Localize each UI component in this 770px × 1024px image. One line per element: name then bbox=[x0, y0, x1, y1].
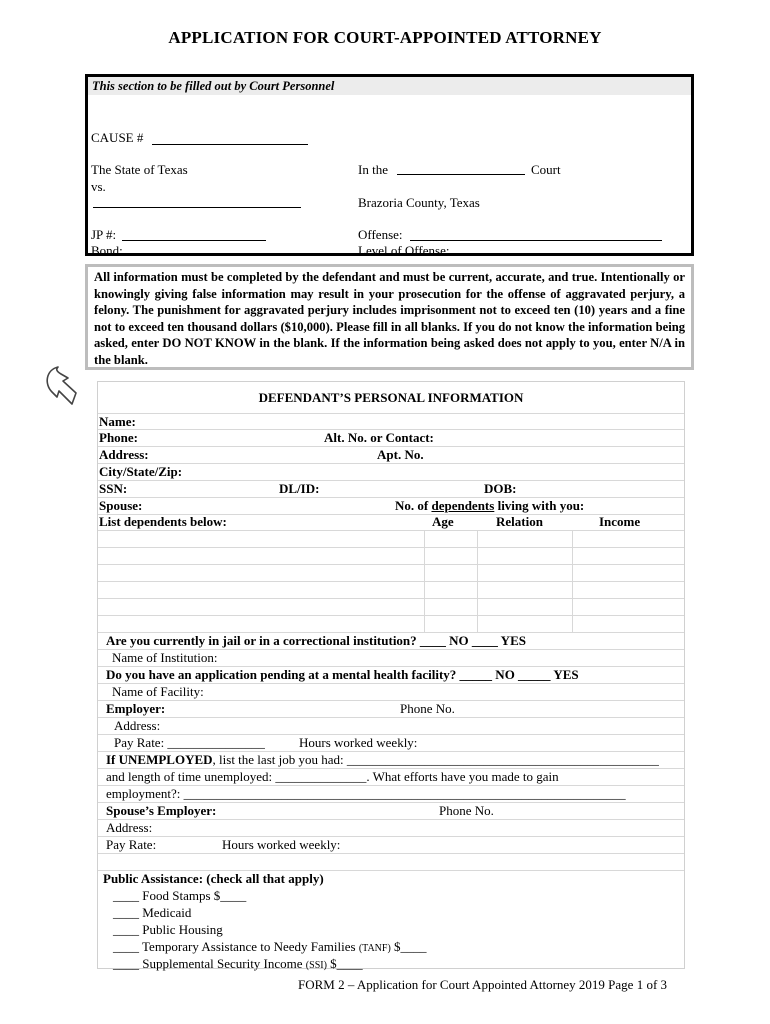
name-label: Name: bbox=[99, 414, 136, 429]
spouse-pay-rate-label: Pay Rate: bbox=[106, 837, 157, 852]
level-offense-label: Level of Offense: bbox=[358, 243, 450, 258]
relation-column-header: Relation bbox=[496, 514, 543, 529]
ssn-label: SSN: bbox=[99, 481, 128, 496]
spouse-phone-label: Phone No. bbox=[439, 803, 494, 818]
employer-phone-label: Phone No. bbox=[400, 701, 455, 716]
pay-rate-label: Pay Rate: _______________ bbox=[114, 735, 265, 750]
personal-information-form bbox=[97, 381, 685, 969]
jail-question: Are you currently in jail or in a correctional institution? ____ NO ____ YES bbox=[106, 633, 526, 648]
apt-no-label: Apt. No. bbox=[377, 447, 424, 462]
phone-label: Phone: bbox=[99, 430, 138, 445]
city-state-zip-label: City/State/Zip: bbox=[99, 464, 183, 479]
dependents-count-label: No. of dependents living with you: bbox=[395, 498, 585, 513]
court-personnel-section bbox=[85, 74, 694, 256]
bond-label: Bond: bbox=[91, 243, 123, 258]
spouse-employer-label: Spouse’s Employer: bbox=[106, 803, 217, 818]
dob-label: DOB: bbox=[484, 481, 517, 496]
jp-label: JP #: bbox=[91, 227, 117, 242]
court-section-header: This section to be filled out by Court Personnel bbox=[88, 77, 691, 95]
state-label: The State of Texas bbox=[91, 162, 188, 177]
cause-field[interactable] bbox=[152, 143, 308, 145]
level-offense-field[interactable] bbox=[468, 254, 668, 256]
employment-efforts-label: employment?: ____________________________________________________________________ bbox=[106, 786, 626, 801]
hours-weekly-label: Hours worked weekly: bbox=[299, 735, 418, 750]
perjury-notice: All information must be completed by the defendant and must be current, accurate, and true. Intentionally or knowingly giving false information may result in your prosecution for the offense of aggravated perjury, a felony. The punishment for aggravated perjury includes imprisonment not to exceed ten (10) years and a fine not to exceed ten thousand dollars ($10,000). Please fill in all blanks. If you do not know the information being asked, enter DO NOT KNOW in the blank. If the information being asked does not apply to you, enter N/A in the blank. bbox=[85, 264, 694, 370]
age-column-header: Age bbox=[432, 514, 454, 529]
spouse-hours-label: Hours worked weekly: bbox=[222, 837, 341, 852]
county-label: Brazoria County, Texas bbox=[358, 195, 480, 210]
court-name-field[interactable] bbox=[397, 173, 525, 175]
ssi-option[interactable]: ____ Supplemental Security Income (SSI) $____ bbox=[113, 956, 363, 971]
cause-label: CAUSE # bbox=[91, 130, 144, 145]
mental-health-question: Do you have an application pending at a mental health facility? _____ NO _____ YES bbox=[106, 667, 579, 682]
defendant-name-field[interactable] bbox=[93, 206, 301, 208]
tanf-option[interactable]: ____ Temporary Assistance to Needy Families (TANF) $____ bbox=[113, 939, 427, 954]
page-title: APPLICATION FOR COURT-APPOINTED ATTORNEY bbox=[168, 28, 602, 47]
page-footer: FORM 2 – Application for Court Appointed Attorney 2019 Page 1 of 3 bbox=[298, 977, 668, 992]
public-assistance-title: Public Assistance: (check all that apply) bbox=[103, 871, 324, 886]
bond-field[interactable] bbox=[132, 254, 292, 256]
court-label: Court bbox=[531, 162, 561, 177]
address-label: Address: bbox=[99, 447, 149, 462]
curved-arrow-icon bbox=[40, 364, 80, 410]
income-column-header: Income bbox=[599, 514, 641, 529]
offense-label: Offense: bbox=[358, 227, 403, 242]
institution-label: Name of Institution: bbox=[112, 650, 218, 665]
spouse-address-label: Address: bbox=[106, 820, 153, 835]
spouse-label: Spouse: bbox=[99, 498, 143, 513]
unemployed-question: If UNEMPLOYED, list the last job you had: ________________________________________________ bbox=[106, 752, 659, 767]
vs-label: vs. bbox=[91, 179, 106, 194]
food-stamps-option[interactable]: ____ Food Stamps $____ bbox=[113, 888, 247, 903]
facility-label: Name of Facility: bbox=[112, 684, 204, 699]
list-dependents-label: List dependents below: bbox=[99, 514, 227, 529]
unemployment-length-label: and length of time unemployed: ______________. What efforts have you made to gain bbox=[106, 769, 559, 784]
medicaid-option[interactable]: ____ Medicaid bbox=[113, 905, 192, 920]
dl-id-label: DL/ID: bbox=[279, 481, 320, 496]
offense-field[interactable] bbox=[410, 239, 662, 241]
section-title: DEFENDANT’S PERSONAL INFORMATION bbox=[258, 390, 524, 405]
alt-contact-label: Alt. No. or Contact: bbox=[324, 430, 434, 445]
public-housing-option[interactable]: ____ Public Housing bbox=[113, 922, 223, 937]
in-the-label: In the bbox=[358, 162, 388, 177]
employer-address-label: Address: bbox=[114, 718, 161, 733]
employer-label: Employer: bbox=[106, 701, 166, 716]
jp-field[interactable] bbox=[122, 239, 266, 241]
